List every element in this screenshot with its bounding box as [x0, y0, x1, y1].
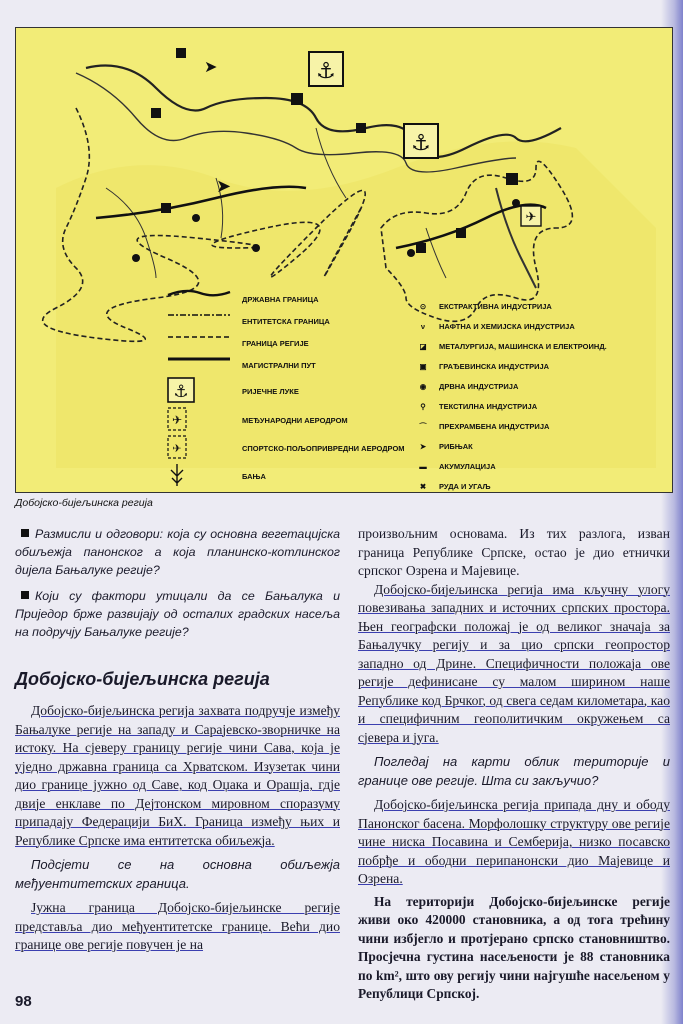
body-paragraph: Добојско-бијељинска регија захвата подручје између Бањалуке регије на западу и Сарајевско-зворничке на истоку. На сјеверу границу регије чини Сава, која је уједно државна граница са Хрватском. Изузетак чини дио границе јужно од Саве, код Оџака и Орашја, гдје двије енклаве по Дејтонском мировном споразуму припадају Федерацији БиХ. Граница између њих и Републике Српске има ентитетска обиљежја.: [15, 703, 340, 848]
right-column: [358, 525, 670, 1004]
factory-square-icon: ◪: [419, 341, 427, 351]
svg-text:✈: ✈: [172, 442, 182, 455]
prompt-text: Погледај на карти облик територије и границе ове регије. Шта си закључио?: [358, 754, 670, 788]
textile-icon: ⚲: [420, 401, 426, 411]
legend-right: [411, 296, 671, 493]
question-1: Размисли и одговори: која су основна вегетацијска обиљежја панонског а која планинско-котлинског дијела Бањалуке регије?: [15, 527, 340, 577]
section-heading: Добојско-бијељинска регија: [15, 669, 270, 689]
legend-item: ➤ РИБЊАК: [411, 436, 671, 456]
legend-item: ✖ РУДА И УГАЉ: [411, 476, 671, 493]
svg-text:⚓: ⚓: [411, 131, 431, 156]
body-paragraph: Јужна граница Добојско-бијељинске регије представља дио међуентитетске границе. Већи дио границе ове регије повучен је на: [15, 900, 340, 952]
mining-icon: ✖: [419, 481, 427, 491]
prompt-text: Подсјети се на основна обиљежја међуентитетских граница.: [15, 857, 340, 891]
circle-dot-icon: ⊙: [419, 301, 427, 311]
body-paragraph: произвољним основама. Из тих разлога, изван граница Републике Српске, остао је дио етнички српског Озрена и Мајевице.: [358, 526, 670, 578]
drop-icon: ν: [420, 321, 426, 331]
map-caption: Добојско-бијељинска регија: [15, 497, 153, 509]
legend-item: ЕНТИТЕТСКА ГРАНИЦА: [242, 316, 330, 326]
page-number: 98: [15, 993, 32, 1010]
airport-icon: [521, 206, 541, 226]
body-paragraph: Добојско-бијељинска регија има кључну улогу повезивања западних и источних српских простора. Њен географски положај је од великог значаја за Бањалучку регију и за цио српски геопростор западно од Дрине. Специфичности положаја ове регије дефинисане су малом ширином наше Републике код Брчког, од свега седам километара, као и специфичним геополитичким окружењем са сјевера и југа.: [358, 581, 670, 745]
svg-text:⚓: ⚓: [173, 382, 189, 402]
question-2: Који су фактори утицали да се Бањалука и Приједор брже развијају од осталих градских насеља на подручју Бањалуке регије?: [15, 589, 340, 639]
svg-text:➤: ➤: [216, 176, 232, 197]
regional-map: [15, 27, 673, 493]
legend-item: ⌒ ПРЕХРАМБЕНА ИНДУСТРИЈА: [411, 416, 671, 436]
legend-item: ДРЖАВНА ГРАНИЦА: [166, 288, 406, 310]
fish-icon: ➤: [419, 441, 427, 451]
anchor-icon: [309, 52, 343, 86]
tree-circle-icon: ◉: [419, 381, 427, 391]
legend-item: МАГИСТРАЛНИ ПУТ: [242, 360, 316, 370]
bullet-square-icon: [21, 529, 29, 537]
svg-text:✈: ✈: [525, 210, 537, 225]
legend-item: ◉ ДРВНА ИНДУСТРИЈА: [411, 376, 671, 396]
body-paragraph-bold: На територији Добојско-бијељинске регије живи око 420000 становника, а од тога трећину чини избјегло и протјерано српско становништво. Просјечна густина насељености је 88 становника по km², што ову регију чини најгушће насељеном у Републици Српској.: [358, 893, 670, 1001]
legend-item: ⚲ ТЕКСТИЛНА ИНДУСТРИЈА: [411, 396, 671, 416]
legend-item: ▬ АКУМУЛАЦИЈА: [411, 456, 671, 476]
body-paragraph: Добојско-бијељинска регија припада дну и ободу Панонског басена. Морфолошку структуру ове регије чине ниска Посавина и Семберија, низко посавско побрђе и ободни перипанонски дио Мајевице и Озрена.: [358, 797, 670, 886]
legend-item: ✈ МЕЂУНАРОДНИ АЕРОДРОМ: [166, 406, 406, 434]
anchor-icon: [404, 124, 438, 158]
svg-text:➤: ➤: [204, 57, 218, 76]
legend-item: ⊙ ЕКСТРАКТИВНА ИНДУСТРИЈА: [411, 296, 671, 316]
legend-item: ✈ СПОРТСКО-ПОЉОПРИВРЕДНИ АЕРОДРОМ: [166, 434, 406, 462]
legend-item: БАЊА: [166, 462, 406, 490]
bullet-square-icon: [21, 591, 29, 599]
legend-item: ◪ МЕТАЛУРГИЈА, МАШИНСКА И ЕЛЕКТРОИНД.: [411, 336, 671, 356]
legend-item: ⚓ РИЈЕЧНЕ ЛУКЕ: [166, 376, 406, 406]
legend-item: ▣ ГРАЂЕВИНСКА ИНДУСТРИЈА: [411, 356, 671, 376]
building-icon: ▣: [419, 361, 427, 371]
svg-text:✈: ✈: [171, 413, 183, 427]
legend-item: ГРАНИЦА РЕГИЈЕ: [242, 338, 309, 348]
dam-icon: ▬: [419, 461, 427, 471]
food-icon: ⌒: [419, 421, 427, 431]
left-column: [15, 525, 340, 955]
svg-text:⚓: ⚓: [316, 59, 336, 84]
legend-left: [166, 288, 406, 490]
legend-item: ν НАФТНА И ХЕМИЈСКА ИНДУСТРИЈА: [411, 316, 671, 336]
